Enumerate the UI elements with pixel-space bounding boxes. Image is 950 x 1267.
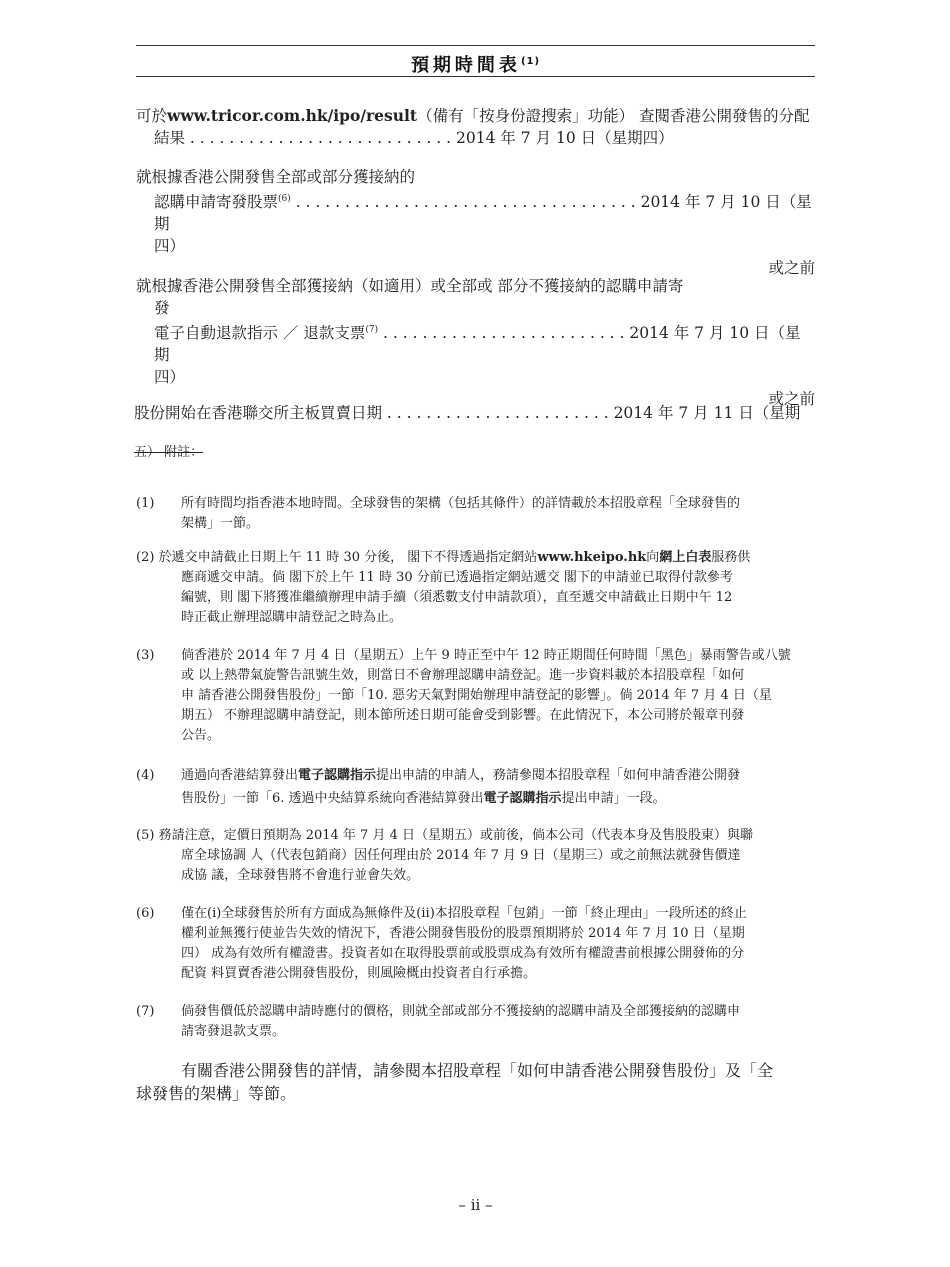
timetable-row-allocation-results: 可於www.tricor.com.hk/ipo/result（備有「按身份證搜索」功能） 查閱香港公開發售的分配 結果 . . . . . . . . . . . . . . . . . . . . . . . . . . . 2014 年 7 月 10 日（星期四） — [136, 106, 810, 147]
timetable-row-dealings-commence: 股份開始在香港聯交所主板買賣日期 . . . . . . . . . . . . . . . . . . . . . . . 2014 年 7 月 11 日（星期 五） 附註： — [134, 402, 813, 464]
top-rule — [136, 45, 815, 46]
note-5: (5) 務請注意，定價日預期為 2014 年 7 月 4 日（星期五）或前後，倘本公司（代表本身及售股股東）與聯 席全球協調 人（代表包銷商）因任何理由於 2014 年 7 月 9 日（星期三）或之前無法就發售價達 成協 議，全球發售將不會進行並會失效。 — [136, 828, 753, 883]
hkeipo-url[interactable]: www.hkeipo.hk — [537, 550, 647, 565]
page-number: – ii – — [458, 1196, 493, 1214]
title-underline-rule — [136, 76, 815, 77]
or-before-label: 或之前 — [768, 390, 815, 409]
or-before-label: 或之前 — [768, 259, 815, 278]
timetable-row-share-certificates: 就根據香港公開發售全部或部分獲接納的 認購申請寄發股票$^{(6)}$ . . . . . . . . . . . . . . . . . . . . . . . . . . . . . . . . . . . 2014 年 7 月 10 日（星期 四） 或之前 — [136, 168, 815, 278]
note-2: (2) 於遞交申請截止日期上午 11 時 30 分後， 閣下不得透過指定網站www.hkeipo.hk向網上白表服務供 應商遞交申請。倘 閣下於上午 11 時 30 分前已透過指定網站遞交 閣下的申請並已取得付款參考 編號，則 閣下將獲准繼續辦理申請手續（須悉數支付申請款項），直至遞交申請截止日期中午 12 時正截止辦理認購申請登記之時為止。 — [136, 550, 751, 625]
page-title — [136, 51, 815, 77]
note-6: (6) 僅在(i)全球發售於所有方面成為無條件及(ii)本招股章程「包銷」一節「終止理由」一段所述的終止 權利並無獲行使並告失效的情況下，香港公開發售股份的股票預期將於 2014 年 7 月 10 日（星期 四） 成為有效所有權證書。投資者如在取得股票前或股票成為有效所有權證書前根據公開發佈的分 配資 料買賣香港公開發售股份，則風險概由投資者自行承擔。 — [136, 906, 747, 981]
tricor-url[interactable]: www.tricor.com.hk/ipo/result — [167, 106, 418, 125]
note-4: (4) 通過向香港結算發出電子認購指示提出申請的申請人，務請參閱本招股章程「如何申請香港公開發 售股份」一節「6. 透過中央結算系統向香港結算發出電子認購指示提出申請」一段。 — [136, 768, 741, 806]
closing-paragraph: 有關香港公開發售的詳情，請參閱本招股章程「如何申請香港公開發售股份」及「全 球發售的架構」等節。 — [136, 1061, 774, 1103]
title-text: 預期時間表 — [410, 55, 521, 76]
note-1: (1) 所有時間均指香港本地時間。全球發售的架構（包括其條件）的詳情載於本招股章程「全球發售的 架構」一節。 — [136, 496, 741, 531]
note-7: (7) 倘發售價低於認購申請時應付的價格，則就全部或部分不獲接納的認購申請及全部獲接納的認購申 請寄發退款支票。 — [136, 1004, 741, 1039]
note-3: (3) 倘香港於 2014 年 7 月 4 日（星期五）上午 9 時正至中午 12 時正期間任何時間「黑色」暴雨警告或八號 或 以上熱帶氣旋警告訊號生效，則當日不會辦理認購申請登記。進一步資料載於本招股章程「如何 申 請香港公開發售股份」一節「10. 惡劣天氣對開始辦理申請登記的影響」。倘 2014 年 7 月 4 日（星 期五） 不辦理認購申請登記，則本節所述日期可能會受到影響。在此情況下，本公司將於報章刊發 公告。 — [136, 648, 791, 743]
notes-heading: 五） 附註： — [134, 445, 204, 460]
timetable-row-refunds: 就根據香港公開發售全部獲接納（如適用）或全部或 部分不獲接納的認購申請寄 發 電子自動退款指示 ／ 退款支票$^{(7)}$ . . . . . . . . . . . . . . . . . . . . . . . . . 2014 年 7 月 10 日（星期 四） 或之前 — [136, 277, 815, 409]
title-footnote-ref: (1) — [520, 56, 541, 67]
